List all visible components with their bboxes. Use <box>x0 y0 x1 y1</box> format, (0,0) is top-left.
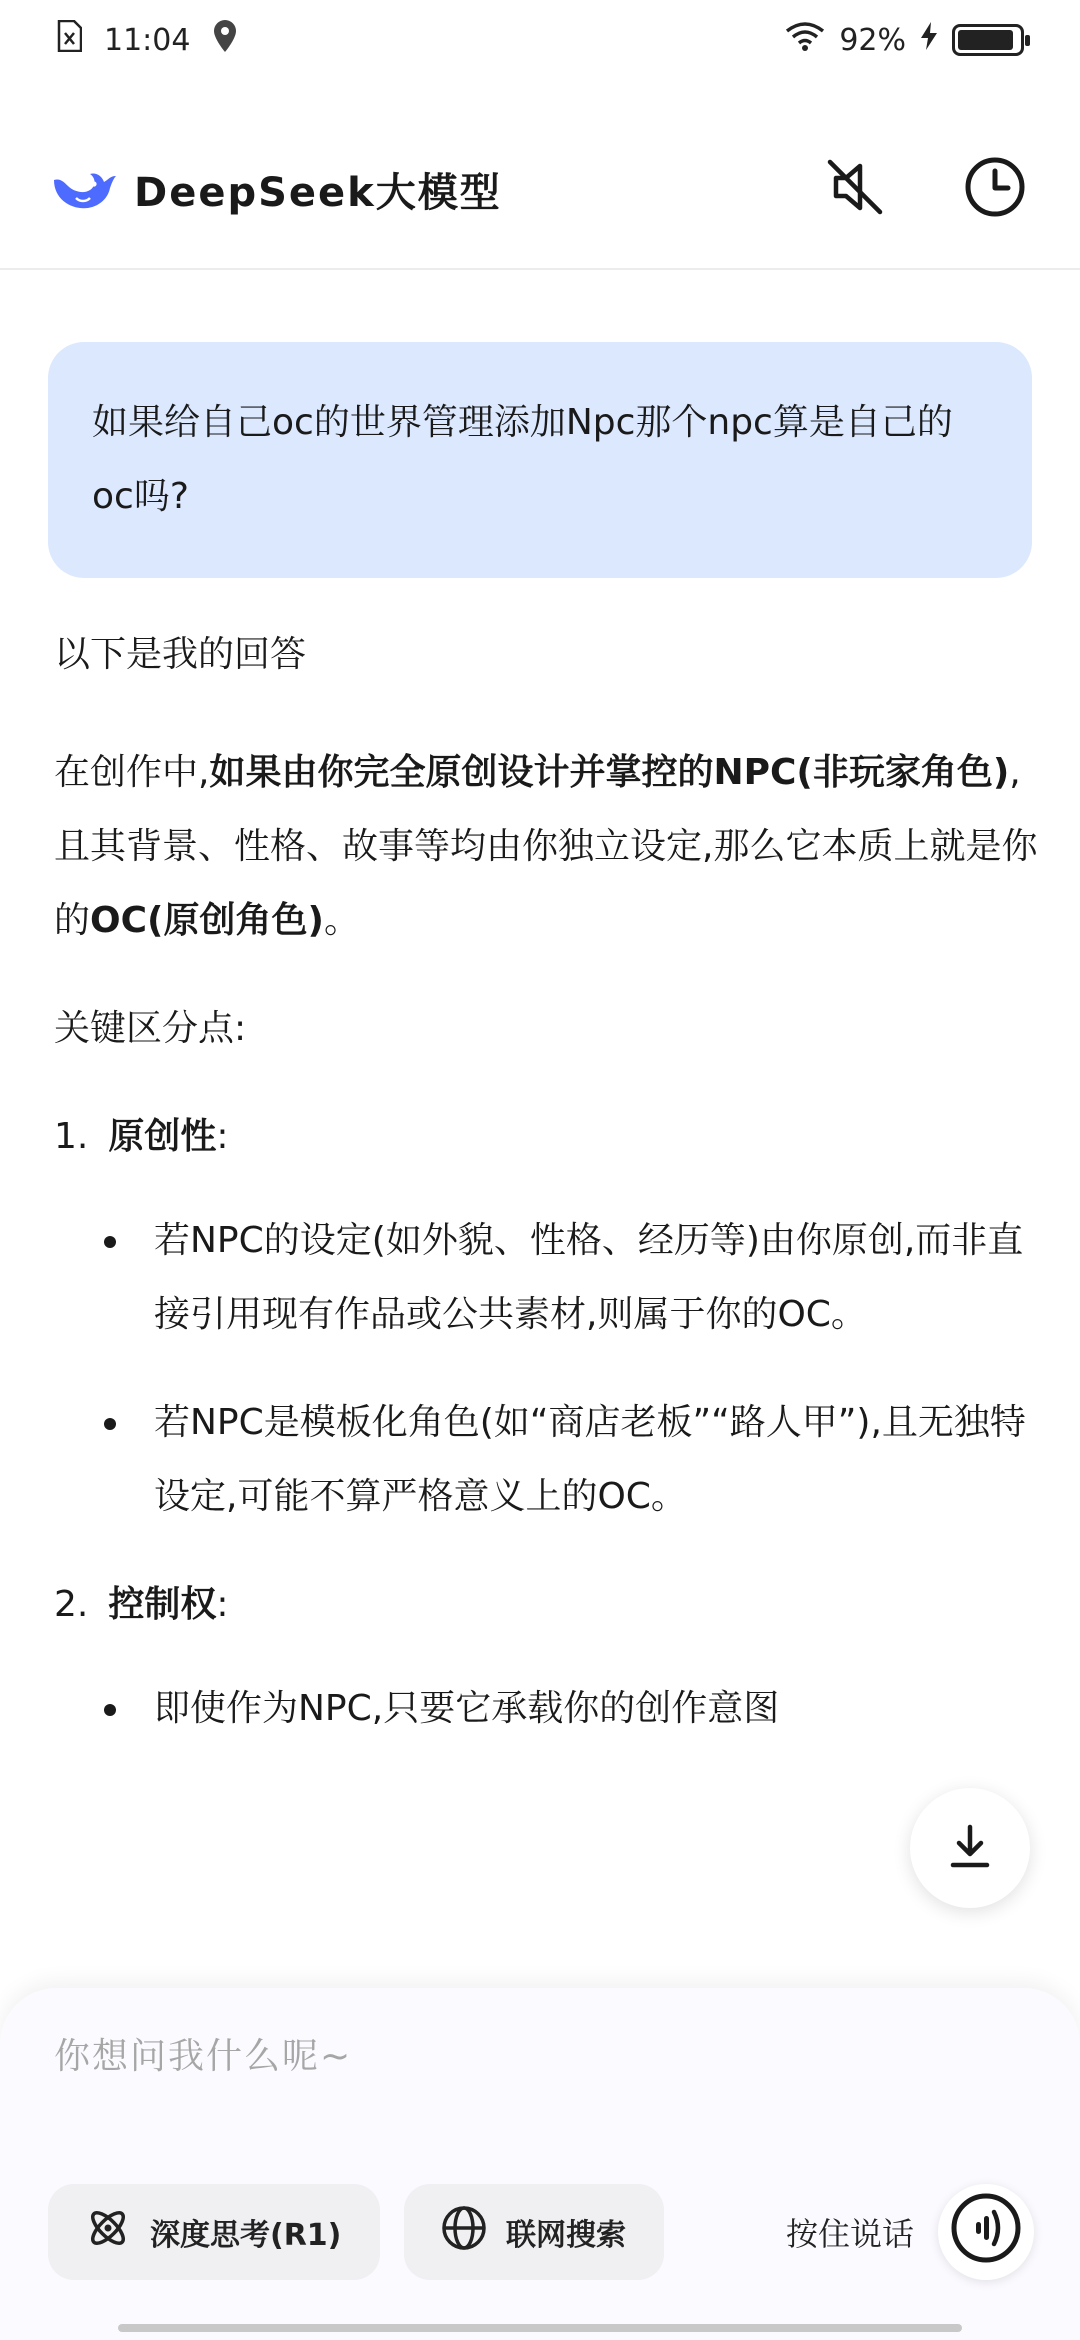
key-points-heading: 关键区分点: <box>54 1008 247 1049</box>
list-item: 若NPC是模板化角色(如“商店老板”“路人甲”),且无独特设定,可能不算严格意义上的OC。 <box>104 1386 1044 1534</box>
bullet-list <box>54 1204 1044 1534</box>
voice-label: 按住说话 <box>785 2215 914 2253</box>
section-colon: : <box>216 1116 229 1157</box>
history-button[interactable] <box>960 154 1030 224</box>
input-panel <box>0 1988 1080 2340</box>
answer-bold-text: OC(原创角色) <box>90 900 324 941</box>
section-number: 1. <box>54 1116 89 1157</box>
status-time: 11:04 <box>104 22 191 58</box>
section-heading <box>54 1100 1044 1174</box>
answer-text: 在创作中, <box>54 752 210 793</box>
web-search-label: 联网搜索 <box>506 2218 626 2253</box>
battery-icon <box>952 24 1024 56</box>
list-item: 即使作为NPC,只要它承载你的创作意图 <box>104 1672 1044 1746</box>
deep-think-button[interactable] <box>48 2184 380 2280</box>
app-header <box>0 110 1080 270</box>
atom-icon <box>84 2204 132 2260</box>
section-number: 2. <box>54 1584 89 1625</box>
answer-bold-text: 如果由你完全原创设计并掌控的NPC(非玩家角色) <box>209 752 1010 793</box>
answer-text: ,且其背景、性格、故事等均由你独立设定,那么它本质上就是你的 <box>54 752 1038 941</box>
deep-think-label: 深度思考(R1) <box>150 2218 342 2253</box>
clock-icon <box>963 155 1027 223</box>
deepseek-whale-logo-icon <box>50 162 116 216</box>
battery-percent: 92% <box>839 22 906 58</box>
web-search-button[interactable] <box>404 2184 664 2280</box>
mute-button[interactable] <box>820 154 890 224</box>
answer-paragraph <box>54 736 1044 958</box>
speaker-muted-icon <box>824 156 886 222</box>
assistant-answer <box>54 618 1044 1780</box>
scroll-to-bottom-button[interactable] <box>910 1788 1030 1908</box>
section-title: 原创性 <box>108 1116 217 1157</box>
battery-fill <box>958 30 1013 50</box>
section-title: 控制权 <box>108 1584 217 1625</box>
home-indicator[interactable] <box>118 2324 962 2332</box>
status-bar <box>0 0 1080 80</box>
section-heading <box>54 1568 1044 1642</box>
voice-wave-icon <box>950 2192 1022 2272</box>
voice-input[interactable] <box>786 2184 1034 2280</box>
sim-card-icon <box>56 20 82 60</box>
arrow-down-icon <box>945 1821 995 1875</box>
answer-intro: 以下是我的回答 <box>54 634 307 675</box>
chat-area[interactable] <box>0 272 1080 1990</box>
answer-text: 。 <box>323 900 360 941</box>
app-title: DeepSeek大模型 <box>134 169 502 216</box>
list-item: 若NPC的设定(如外貌、性格、经历等)由你原创,而非直接引用现有作品或公共素材,则属于你的OC。 <box>104 1204 1044 1352</box>
wifi-icon <box>785 21 825 59</box>
globe-icon <box>440 2204 488 2260</box>
location-icon <box>212 19 238 61</box>
message-input[interactable]: 你想问我什么呢~ <box>54 2036 353 2077</box>
bullet-list <box>54 1672 1044 1746</box>
section-colon: : <box>216 1584 229 1625</box>
voice-button[interactable] <box>938 2184 1034 2280</box>
user-message-bubble: 如果给自己oc的世界管理添加Npc那个npc算是自己的oc吗? <box>48 342 1032 578</box>
charging-icon <box>920 21 938 59</box>
